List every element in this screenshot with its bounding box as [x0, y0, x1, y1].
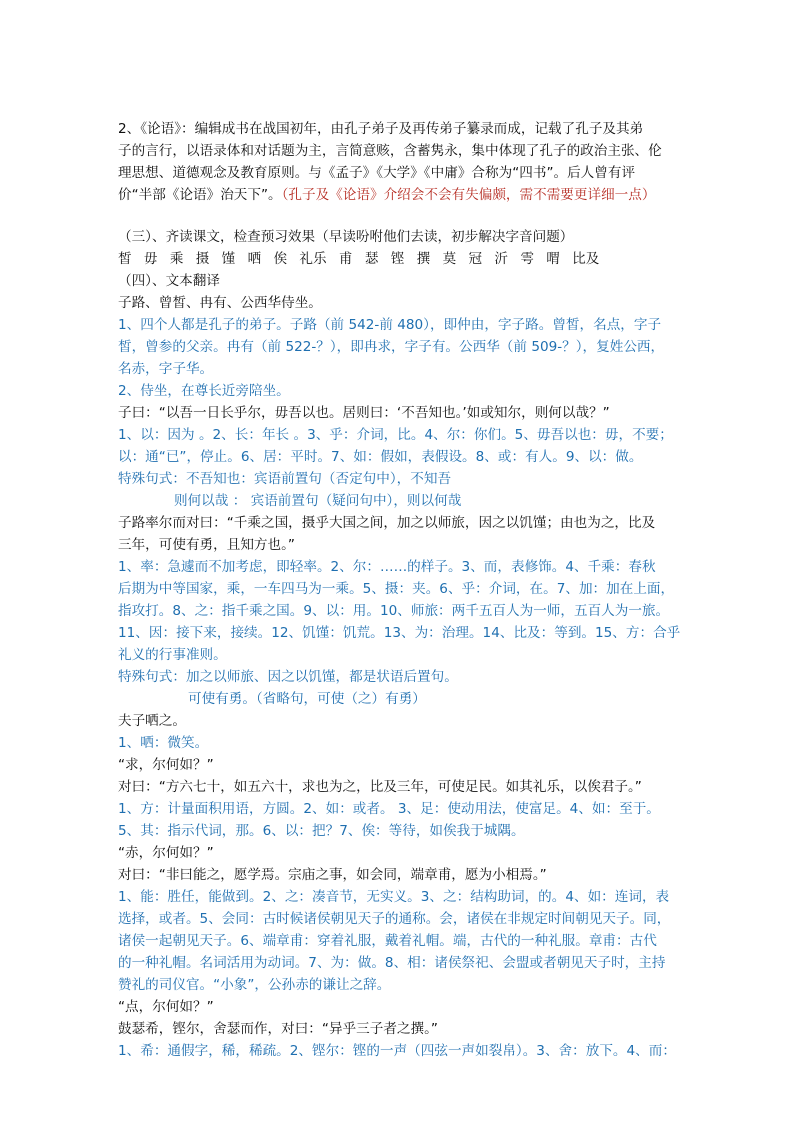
- pronunciation-chars: 皙 毋 乘 摄 馑 哂 俟 礼乐 甫 瑟 铿 撰 莫 冠 沂 雩 喟 比及: [118, 251, 600, 267]
- intro-line: 2、《论语》：编辑成书在战国初年，由孔子弟子及再传弟子纂录而成，记载了孔子及其弟: [118, 121, 644, 137]
- annotation-line: 5、其：指示代词，那。6、以：把？7、俟：等待，如俟我于城隅。: [118, 823, 525, 839]
- source-sentence: 子路、曾皙、冉有、公西华侍坐。: [118, 295, 322, 311]
- special-sentence-note: 则何以哉 ： 宾语前置句（疑问句中），则以何哉: [174, 493, 462, 509]
- annotation-line: 皙，曾参的父亲。冉有（前 522-？），即冉求，字子有。公西华（前 509-？），复姓公西，: [118, 339, 665, 355]
- source-sentence: 夫子哂之。: [118, 713, 186, 729]
- annotation-line: 11、因：接下来，接续。12、饥馑：饥荒。13、为：治理。14、比及：等到。15、方：合乎: [118, 625, 681, 641]
- source-sentence: 鼓瑟希，铿尔，舍瑟而作，对曰：“异乎三子者之撰。”: [118, 1021, 438, 1037]
- annotation-line: 1、哂：微笑。: [118, 735, 209, 751]
- document-page: [118, 118, 684, 1062]
- intro-line: [118, 184, 684, 206]
- intro-line: 理思想、道德观念及教育原则。与《孟子》《大学》《中庸》合称为“四书”。后人曾有评: [118, 165, 636, 181]
- annotation-line: 指攻打。8、之：指千乘之国。9、以：用。10、师旅：两千五百人为一师，五百人为一旅。: [118, 603, 670, 619]
- annotation-line: 诸侯一起朝见天子。6、端章甫：穿着礼服，戴着礼帽。端，古代的一种礼服。章甫：古代: [118, 933, 657, 949]
- source-sentence: 子曰：“以吾一日长乎尔，毋吾以也。居则曰：‘不吾知也。’如或知尔，则何以哉？”: [118, 405, 610, 421]
- annotation-line: 1、希：通假字，稀，稀疏。2、铿尔：铿的一声（四弦一声如裂帛）。3、舍：放下。4、而：: [118, 1043, 676, 1059]
- source-sentence: 对曰：“方六七十，如五六十，求也为之，比及三年，可使足民。如其礼乐，以俟君子。”: [118, 779, 642, 795]
- spacer: [118, 206, 684, 226]
- source-sentence: “求，尔何如？”: [118, 757, 214, 773]
- annotation-line: 后期为中等国家，乘，一车四马为一乘。5、摄：夹。6、乎：介词，在。7、加：加在上面，: [118, 581, 675, 597]
- special-sentence-note: 特殊句式：不吾知也：宾语前置句（否定句中），不知吾: [118, 471, 452, 487]
- annotation-line: 1、以：因为 。2、长：年长 。3、乎：介词，比。4、尔：你们。5、毋吾以也：毋，不要；: [118, 427, 673, 443]
- annotation-line: 1、能：胜任，能做到。2、之：凑音节，无实义。3、之：结构助词，的。4、如：连词，表: [118, 889, 670, 905]
- source-sentence: 三年，可使有勇，且知方也。”: [118, 537, 295, 553]
- section-heading: （三）、齐读课文，检查预习效果（早读吩咐他们去读，初步解决字音问题）: [118, 229, 574, 245]
- annotation-line: 的一种礼帽。名词活用为动词。7、为：做。8、相：诸侯祭祀、会盟或者朝见天子时，主持: [118, 955, 666, 971]
- special-sentence-note: 可使有勇。（省略句，可使（之）有勇）: [188, 691, 426, 707]
- source-sentence: 子路率尔而对曰：“千乘之国，摄乎大国之间，加之以师旅，因之以饥馑；由也为之，比及: [118, 515, 656, 531]
- annotation-line: 名赤，字子华。: [118, 361, 214, 377]
- annotation-line: 以：通“已”，停止。6、居：平时。7、如：假如，表假设。8、或：有人。9、以：做。: [118, 449, 643, 465]
- annotation-line: 选择，或者。5、会同：古时候诸侯朝见天子的通称。会，诸侯在非规定时间朝见天子。同，: [118, 911, 671, 927]
- annotation-line: 2、侍坐，在尊长近旁陪坐。: [118, 383, 290, 399]
- annotation-line: 1、率：急遽而不加考虑，即轻率。2、尔：……的样子。3、而，表修饰。4、千乘：春秋: [118, 559, 656, 575]
- section-heading: （四）、文本翻译: [118, 273, 220, 289]
- annotation-line: 赞礼的司仪官。“小象”，公孙赤的谦让之辞。: [118, 977, 391, 993]
- annotation-line: 礼义的行事准则。: [118, 647, 227, 663]
- source-sentence: 对曰：“非曰能之，愿学焉。宗庙之事，如会同，端章甫，愿为小相焉。”: [118, 867, 547, 883]
- teacher-note: （孔子及《论语》介绍会不会有失偏颇，需不需要更详细一点）: [281, 187, 656, 203]
- annotation-line: 1、四个人都是孔子的弟子。子路（前 542-前 480），即仲由，字子路。曾皙，名点，字子: [118, 317, 662, 333]
- intro-line: 子的言行，以语录体和对话题为主，言简意赅，含蓄隽永，集中体现了孔子的政治主张、伦: [118, 143, 662, 159]
- source-sentence: “赤，尔何如？”: [118, 845, 214, 861]
- source-sentence: “点，尔何如？”: [118, 999, 214, 1015]
- annotation-line: 1、方：计量面积用语，方圆。2、如：或者。 3、足：使动用法，使富足。4、如：至于。: [118, 801, 660, 817]
- special-sentence-note: 特殊句式：加之以师旅、因之以饥馑，都是状语后置句。: [118, 669, 458, 685]
- intro-text: 价“半部《论语》治天下”。: [118, 187, 282, 203]
